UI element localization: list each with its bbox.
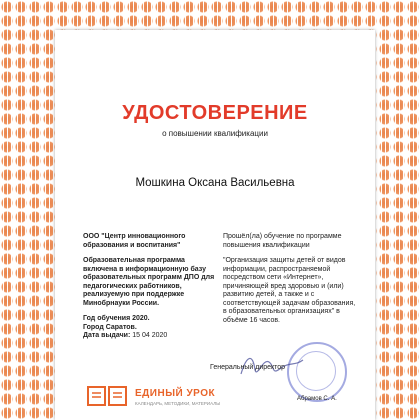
book-icon [87, 385, 127, 407]
logo-name: ЕДИНЫЙ УРОК [135, 388, 216, 399]
certificate-document [55, 30, 375, 420]
recipient-name: Мошкина Оксана Васильевна [135, 177, 295, 189]
logo-tagline: КАЛЕНДАРЬ, МЕТОДИКИ, МАТЕРИАЛЫ [135, 401, 221, 406]
completion-statement: Прошёл(ла) обучение по программе повышения квалификации [223, 233, 342, 249]
organization-name: ООО "Центр инновационного образования и воспитания" [83, 233, 186, 249]
signer-name: Абрамов С. А. [297, 396, 337, 402]
certificate-title: УДОСТОВЕРЕНИЕ [122, 102, 308, 124]
issue-date-label: Дата выдачи: [83, 332, 131, 339]
training-year: Год обучения 2020. [83, 315, 150, 322]
program-title: "Организация защиты детей от видов информации, распространяемой посредством сети «Интернет», причиняющей вред здоровью и (или) развитию детей, а также и с соответствующей задачам образования, в образовательных организациях" в объёме 16 часов. [223, 257, 356, 324]
certificate-right-column [223, 233, 358, 332]
program-registry-note: Образовательная программа включена в информационную базу образовательных программ ДПО для педагогических работников, реализуемую при поддержке Минобрнауки России. [83, 257, 215, 307]
certificate-left-column [83, 233, 218, 341]
certificate-subtitle: о повышении квалификации [162, 129, 268, 138]
director-title: Генеральный директор [210, 364, 286, 371]
issue-date-row [83, 332, 218, 341]
logo [87, 385, 221, 412]
issue-date-value: 15 04 2020 [132, 332, 168, 339]
issue-city: Город Саратов. [83, 323, 137, 331]
